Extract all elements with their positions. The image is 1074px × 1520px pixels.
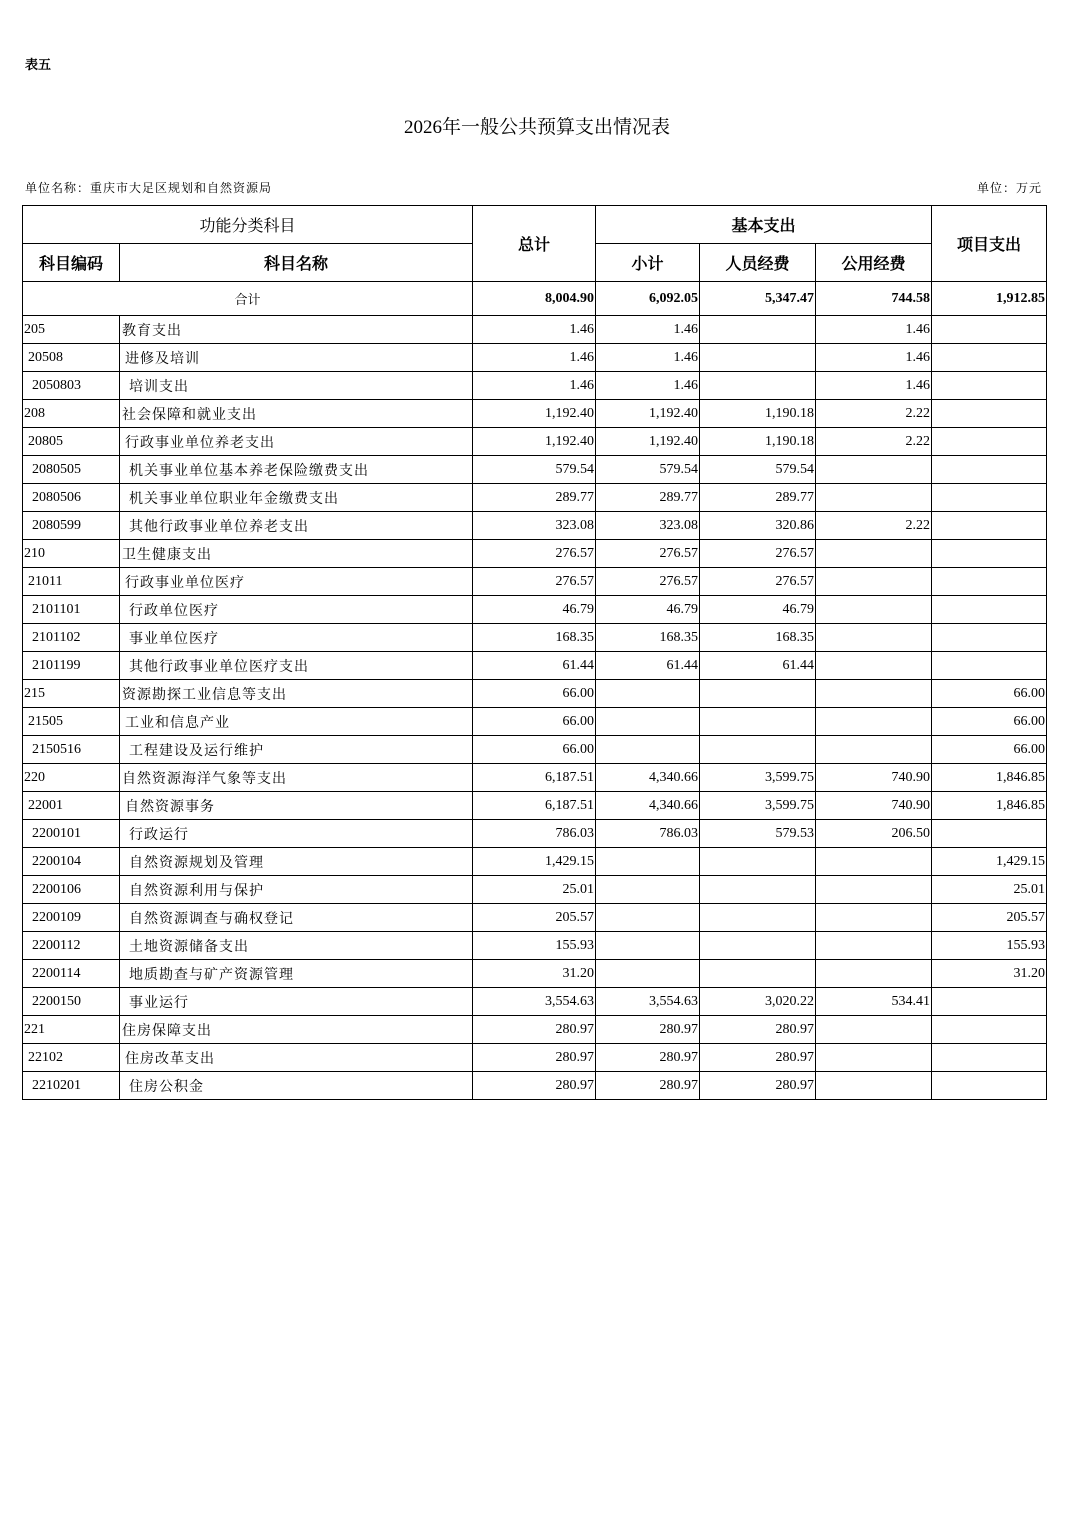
cell-project: 1,846.85	[932, 764, 1047, 792]
cell-public	[816, 652, 932, 680]
table-row	[23, 1016, 1047, 1044]
cell-public: 1.46	[816, 372, 932, 400]
table-row	[23, 428, 1047, 456]
cell-personnel	[700, 316, 816, 344]
cell-public: 740.90	[816, 792, 932, 820]
budget-table	[22, 205, 1047, 1100]
header-code: 科目编码	[23, 244, 120, 282]
table-row	[23, 1044, 1047, 1072]
table-row	[23, 596, 1047, 624]
table-row	[23, 512, 1047, 540]
cell-subtotal: 276.57	[596, 540, 700, 568]
cell-subtotal	[596, 960, 700, 988]
cell-subtotal: 280.97	[596, 1016, 700, 1044]
cell-personnel: 3,020.22	[700, 988, 816, 1016]
header-personnel: 人员经费	[700, 244, 816, 282]
cell-total: 66.00	[473, 736, 596, 764]
cell-project	[932, 568, 1047, 596]
cell-project: 31.20	[932, 960, 1047, 988]
cell-public	[816, 1044, 932, 1072]
cell-public	[816, 540, 932, 568]
cell-personnel	[700, 876, 816, 904]
cell-personnel	[700, 708, 816, 736]
cell-subtotal: 280.97	[596, 1072, 700, 1100]
cell-personnel: 61.44	[700, 652, 816, 680]
table-row	[23, 456, 1047, 484]
cell-public: 740.90	[816, 764, 932, 792]
cell-total: 46.79	[473, 596, 596, 624]
cell-project: 66.00	[932, 708, 1047, 736]
cell-public	[816, 596, 932, 624]
cell-project	[932, 1044, 1047, 1072]
cell-subtotal: 280.97	[596, 1044, 700, 1072]
cell-project	[932, 540, 1047, 568]
table-row	[23, 344, 1047, 372]
cell-subtotal	[596, 708, 700, 736]
cell-total: 25.01	[473, 876, 596, 904]
cell-total: 280.97	[473, 1044, 596, 1072]
cell-total: 6,187.51	[473, 792, 596, 820]
cell-subtotal: 4,340.66	[596, 764, 700, 792]
table-row	[23, 680, 1047, 708]
table-row	[23, 316, 1047, 344]
table-row	[23, 568, 1047, 596]
cell-project	[932, 428, 1047, 456]
cell-code: 2101199	[23, 652, 120, 680]
cell-public: 2.22	[816, 400, 932, 428]
cell-name: 自然资源规划及管理	[120, 848, 473, 876]
cell-name: 行政单位医疗	[120, 596, 473, 624]
cell-code: 2101101	[23, 596, 120, 624]
cell-personnel	[700, 344, 816, 372]
cell-personnel: 1,190.18	[700, 428, 816, 456]
cell-total: 168.35	[473, 624, 596, 652]
cell-subtotal	[596, 848, 700, 876]
cell-total: 66.00	[473, 680, 596, 708]
cell-subtotal: 4,340.66	[596, 792, 700, 820]
cell-project: 25.01	[932, 876, 1047, 904]
cell-subtotal: 46.79	[596, 596, 700, 624]
cell-public	[816, 456, 932, 484]
cell-personnel	[700, 372, 816, 400]
cell-subtotal: 3,554.63	[596, 988, 700, 1016]
cell-subtotal: 579.54	[596, 456, 700, 484]
cell-public	[816, 680, 932, 708]
cell-project	[932, 652, 1047, 680]
cell-subtotal: 1,192.40	[596, 400, 700, 428]
cell-subtotal	[596, 876, 700, 904]
cell-personnel: 3,599.75	[700, 764, 816, 792]
cell-project: 66.00	[932, 736, 1047, 764]
cell-code: 2200114	[23, 960, 120, 988]
cell-project	[932, 484, 1047, 512]
cell-total: 289.77	[473, 484, 596, 512]
cell-personnel	[700, 848, 816, 876]
cell-public: 206.50	[816, 820, 932, 848]
cell-project: 205.57	[932, 904, 1047, 932]
total-row	[23, 282, 1047, 316]
cell-subtotal: 1.46	[596, 372, 700, 400]
cell-code: 2080599	[23, 512, 120, 540]
cell-name: 机关事业单位职业年金缴费支出	[120, 484, 473, 512]
cell-personnel	[700, 680, 816, 708]
cell-total: 280.97	[473, 1072, 596, 1100]
cell-project	[932, 344, 1047, 372]
cell-personnel: 280.97	[700, 1072, 816, 1100]
cell-total: 323.08	[473, 512, 596, 540]
cell-code: 2200101	[23, 820, 120, 848]
cell-name: 土地资源储备支出	[120, 932, 473, 960]
cell-project	[932, 1072, 1047, 1100]
cell-code: 2080506	[23, 484, 120, 512]
table-row	[23, 372, 1047, 400]
cell-public	[816, 736, 932, 764]
table-row	[23, 932, 1047, 960]
cell-public: 1.46	[816, 344, 932, 372]
cell-total: 6,187.51	[473, 764, 596, 792]
cell-subtotal: 1.46	[596, 316, 700, 344]
cell-subtotal: 61.44	[596, 652, 700, 680]
cell-project	[932, 400, 1047, 428]
cell-code: 210	[23, 540, 120, 568]
table-row	[23, 1072, 1047, 1100]
cell-subtotal: 168.35	[596, 624, 700, 652]
cell-name: 机关事业单位基本养老保险缴费支出	[120, 456, 473, 484]
cell-public	[816, 876, 932, 904]
cell-personnel: 579.53	[700, 820, 816, 848]
cell-public	[816, 484, 932, 512]
cell-public	[816, 960, 932, 988]
cell-subtotal: 786.03	[596, 820, 700, 848]
header-func-category: 功能分类科目	[23, 206, 473, 244]
cell-code: 2080505	[23, 456, 120, 484]
cell-subtotal	[596, 736, 700, 764]
cell-subtotal: 323.08	[596, 512, 700, 540]
cell-total: 3,554.63	[473, 988, 596, 1016]
cell-code: 2101102	[23, 624, 120, 652]
cell-name: 行政事业单位医疗	[120, 568, 473, 596]
table-row	[23, 400, 1047, 428]
cell-name: 自然资源利用与保护	[120, 876, 473, 904]
header-name: 科目名称	[120, 244, 473, 282]
cell-total: 1.46	[473, 316, 596, 344]
cell-code: 2210201	[23, 1072, 120, 1100]
header-public: 公用经费	[816, 244, 932, 282]
cell-name: 卫生健康支出	[120, 540, 473, 568]
cell-name: 工业和信息产业	[120, 708, 473, 736]
cell-public: 534.41	[816, 988, 932, 1016]
cell-total: 155.93	[473, 932, 596, 960]
cell-personnel: 1,190.18	[700, 400, 816, 428]
table-row	[23, 820, 1047, 848]
cell-code: 20508	[23, 344, 120, 372]
cell-public	[816, 1016, 932, 1044]
cell-personnel	[700, 736, 816, 764]
cell-personnel: 168.35	[700, 624, 816, 652]
cell-total: 205.57	[473, 904, 596, 932]
cell-personnel: 289.77	[700, 484, 816, 512]
cell-total: 31.20	[473, 960, 596, 988]
total-subtotal: 6,092.05	[596, 282, 700, 316]
header-basic: 基本支出	[596, 206, 932, 244]
cell-project: 1,846.85	[932, 792, 1047, 820]
cell-code: 2200150	[23, 988, 120, 1016]
table-row	[23, 904, 1047, 932]
header-total: 总计	[473, 206, 596, 282]
cell-personnel: 280.97	[700, 1016, 816, 1044]
table-row	[23, 960, 1047, 988]
cell-project	[932, 596, 1047, 624]
table-row	[23, 876, 1047, 904]
table-row	[23, 764, 1047, 792]
header-project: 项目支出	[932, 206, 1047, 282]
cell-code: 21505	[23, 708, 120, 736]
cell-code: 2200109	[23, 904, 120, 932]
cell-name: 自然资源事务	[120, 792, 473, 820]
cell-personnel: 579.54	[700, 456, 816, 484]
table-row	[23, 652, 1047, 680]
cell-personnel	[700, 932, 816, 960]
cell-subtotal: 1,192.40	[596, 428, 700, 456]
cell-code: 205	[23, 316, 120, 344]
cell-total: 1,192.40	[473, 428, 596, 456]
cell-code: 21011	[23, 568, 120, 596]
cell-personnel: 3,599.75	[700, 792, 816, 820]
cell-name: 教育支出	[120, 316, 473, 344]
cell-name: 事业运行	[120, 988, 473, 1016]
cell-personnel: 46.79	[700, 596, 816, 624]
cell-total: 1,192.40	[473, 400, 596, 428]
cell-name: 进修及培训	[120, 344, 473, 372]
cell-project	[932, 988, 1047, 1016]
cell-project	[932, 456, 1047, 484]
cell-personnel	[700, 960, 816, 988]
cell-code: 221	[23, 1016, 120, 1044]
cell-public	[816, 848, 932, 876]
cell-name: 事业单位医疗	[120, 624, 473, 652]
cell-name: 行政运行	[120, 820, 473, 848]
cell-total: 276.57	[473, 540, 596, 568]
cell-project	[932, 512, 1047, 540]
cell-code: 22102	[23, 1044, 120, 1072]
cell-subtotal: 1.46	[596, 344, 700, 372]
cell-total: 276.57	[473, 568, 596, 596]
cell-name: 社会保障和就业支出	[120, 400, 473, 428]
cell-subtotal	[596, 932, 700, 960]
cell-project: 66.00	[932, 680, 1047, 708]
cell-subtotal	[596, 904, 700, 932]
cell-code: 220	[23, 764, 120, 792]
cell-name: 其他行政事业单位医疗支出	[120, 652, 473, 680]
cell-project: 1,429.15	[932, 848, 1047, 876]
table-row	[23, 624, 1047, 652]
table-row	[23, 848, 1047, 876]
total-project: 1,912.85	[932, 282, 1047, 316]
cell-code: 20805	[23, 428, 120, 456]
cell-name: 自然资源调查与确权登记	[120, 904, 473, 932]
cell-project	[932, 316, 1047, 344]
cell-project	[932, 624, 1047, 652]
cell-name: 培训支出	[120, 372, 473, 400]
table-row	[23, 792, 1047, 820]
cell-total: 61.44	[473, 652, 596, 680]
cell-total: 786.03	[473, 820, 596, 848]
total-personnel: 5,347.47	[700, 282, 816, 316]
cell-project	[932, 820, 1047, 848]
cell-total: 1.46	[473, 344, 596, 372]
cell-personnel: 276.57	[700, 568, 816, 596]
cell-total: 280.97	[473, 1016, 596, 1044]
cell-personnel: 280.97	[700, 1044, 816, 1072]
cell-total: 1.46	[473, 372, 596, 400]
cell-total: 1,429.15	[473, 848, 596, 876]
cell-personnel: 276.57	[700, 540, 816, 568]
table-row	[23, 708, 1047, 736]
cell-public: 2.22	[816, 428, 932, 456]
total-total: 8,004.90	[473, 282, 596, 316]
cell-personnel	[700, 904, 816, 932]
cell-public	[816, 1072, 932, 1100]
cell-name: 工程建设及运行维护	[120, 736, 473, 764]
header-subtotal: 小计	[596, 244, 700, 282]
cell-name: 行政事业单位养老支出	[120, 428, 473, 456]
total-public: 744.58	[816, 282, 932, 316]
cell-name: 自然资源海洋气象等支出	[120, 764, 473, 792]
table-row	[23, 736, 1047, 764]
unit-name: 单位名称：重庆市大足区规划和自然资源局	[25, 181, 273, 195]
cell-name: 住房公积金	[120, 1072, 473, 1100]
cell-name: 其他行政事业单位养老支出	[120, 512, 473, 540]
cell-public	[816, 708, 932, 736]
document-label: 表五	[25, 58, 52, 73]
cell-code: 208	[23, 400, 120, 428]
cell-public	[816, 624, 932, 652]
cell-code: 22001	[23, 792, 120, 820]
cell-code: 215	[23, 680, 120, 708]
cell-name: 住房改革支出	[120, 1044, 473, 1072]
cell-public	[816, 932, 932, 960]
cell-code: 2150516	[23, 736, 120, 764]
cell-total: 66.00	[473, 708, 596, 736]
cell-public	[816, 904, 932, 932]
table-row	[23, 540, 1047, 568]
cell-name: 资源勘探工业信息等支出	[120, 680, 473, 708]
cell-public: 2.22	[816, 512, 932, 540]
cell-total: 579.54	[473, 456, 596, 484]
cell-personnel: 320.86	[700, 512, 816, 540]
table-row	[23, 484, 1047, 512]
cell-code: 2200112	[23, 932, 120, 960]
cell-project: 155.93	[932, 932, 1047, 960]
total-label: 合计	[23, 282, 473, 316]
cell-project	[932, 1016, 1047, 1044]
cell-name: 地质勘查与矿产资源管理	[120, 960, 473, 988]
table-row	[23, 988, 1047, 1016]
cell-project	[932, 372, 1047, 400]
cell-public: 1.46	[816, 316, 932, 344]
cell-name: 住房保障支出	[120, 1016, 473, 1044]
cell-code: 2050803	[23, 372, 120, 400]
cell-subtotal: 276.57	[596, 568, 700, 596]
cell-code: 2200106	[23, 876, 120, 904]
page-title: 2026年一般公共预算支出情况表	[403, 117, 670, 138]
cell-code: 2200104	[23, 848, 120, 876]
cell-subtotal: 289.77	[596, 484, 700, 512]
currency-unit: 单位：万元	[976, 181, 1042, 195]
cell-subtotal	[596, 680, 700, 708]
cell-public	[816, 568, 932, 596]
